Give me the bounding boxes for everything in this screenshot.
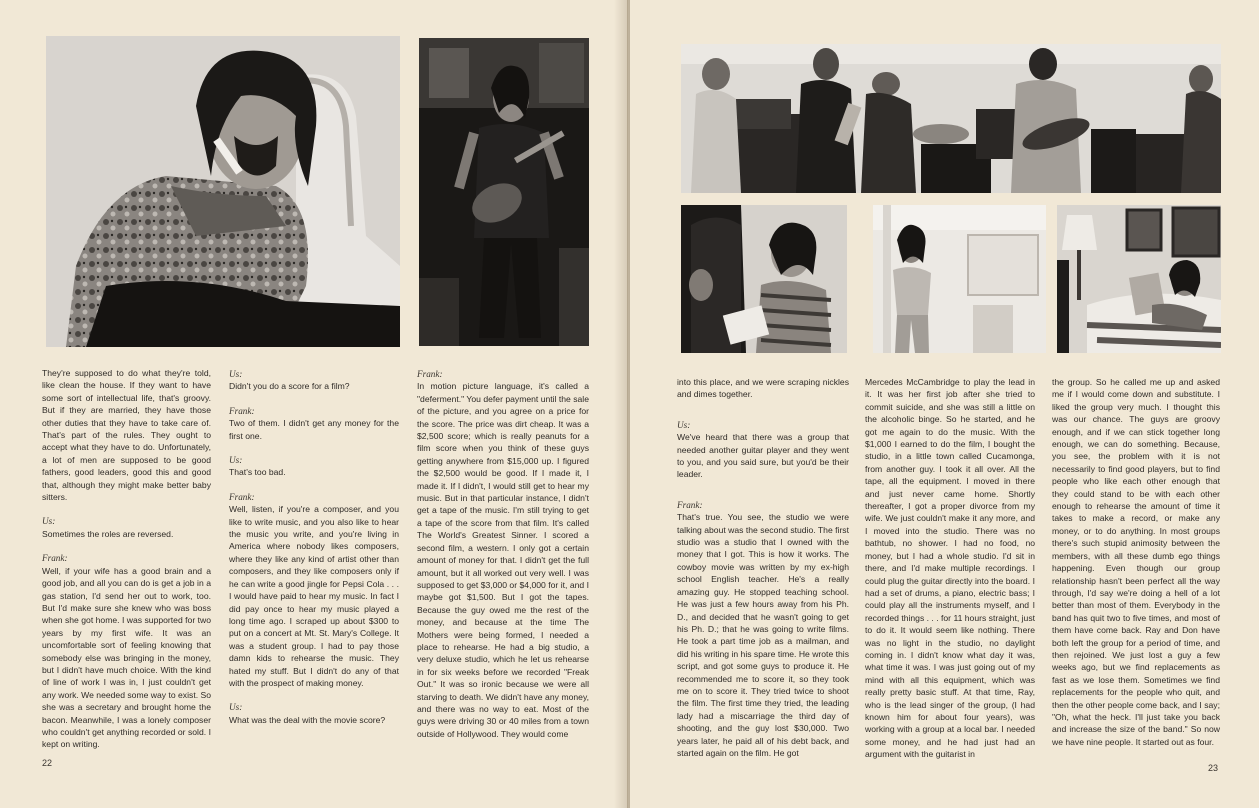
paragraph: Two of them. I didn't get any money for the first one. [229, 418, 399, 441]
right-column-1 [677, 376, 849, 759]
paragraph: Mercedes McCambridge to play the lead in it. It was her first job after she tried to commit suicide, and she was still a little on the alcoholic binge. So he started, and he got me again to do the music. With the $1,000 I earned to do the film, I bought the studio, in a little town called Cucamonga, from another guy. I took it all over. All the tape, all the equipment. I moved in there and just never came home. Shortly thereafter, I got a proper divorce from my wife. We just couldn't make it any more, and I moved into the studio. There was no bathtub, no shower. I had no food, no money, but I had a whole studio. I'd sit in there, and I'd make multiple recordings. I could plug the guitar directly into the board. I had a set of drums, a piano, electric bass; I could play all the instruments myself, and I recorded things . . . for 11 hours straight, just to do it. It would seem like nothing. There was no light in the studio, no daylight coming in. I didn't know what day it was, what time it was. I was just going out of my mind with all this equipment, which was really pretty basic stuff. At that time, Ray, who is the lead singer of the group, (I had known him for about four years), was working with a group at a local bar. I needed some money, and he had just had an argument with the guitarist in [865, 377, 1035, 760]
left-column-1 [42, 367, 211, 751]
left-column-3 [417, 368, 589, 740]
paragraph: Well, listen, if you're a composer, and you like to write music, and you also like to hear the music you write, and you're living in America where nobody likes composers, where they like any kind of artist other than composers, and they like composers only if he can write a good jingle for Pepsi Cola . . . I would have paid to hear my music. In fact I did pay once to hear my music played a long time ago. I scraped up about $300 to put on a concert at Mt. St. Mary's College. It was a student group. I had to pay those damn kids to rehearse the music. They hated my stuff. But I didn't do any of that with the prospect of making money. [229, 504, 399, 688]
speaker-label: Frank: [229, 491, 255, 502]
speaker-label: Us: [42, 516, 56, 527]
page-number: 23 [1208, 763, 1219, 773]
paragraph: In motion picture language, it's called a "deferment." You defer payment until the sale of the picture, and you agree on a price for the score. The price was dirt cheap. It was a $2,500 score; which is really peanuts for a film score when you think of these guys getting anywhere from $15,000 up. I figured the $2,500 would be good. If I made it, I made it. If I didn't, I would still get to hear my music. But in that particular instance, I didn't get a tape of the music. I'm still trying to get a tape of the score from that film. It's called The World's Greatest Sinner. I scored a second film, a western. I only got a certain amount of money for that. I didn't get the full amount, but it all worked out very well. I was supposed to get $3,000 or $4,000 for it, and I maybe got $1,500. But I got the tapes. Because the guy owed me the rest of the money, and because at the time The Mothers were being formed, I needed a place to rehearse. He had a big studio, a very deluxe studio, which he let us rehearse in for six weeks before we recorded "Freak Out." It was so ironic because we were all starving to death. We didn't have any money, and there was no way to eat. Most of the guys were driving 30 or 40 miles from a town outside of Hollywood. They would come [417, 381, 589, 739]
right-column-2 [865, 376, 1035, 761]
paragraph: That's too bad. [229, 467, 286, 478]
portrait-photo [46, 36, 400, 347]
bed-reading-photo [1057, 205, 1221, 353]
speaker-label: Frank: [229, 405, 255, 416]
paragraph: What was the deal with the movie score? [229, 714, 386, 725]
standing-room-photo [873, 205, 1046, 353]
paragraph: into this place, and we were scraping nickles and dimes together. [677, 377, 849, 400]
band-stage-photo [681, 44, 1221, 193]
speaker-label: Us: [229, 455, 243, 466]
paragraph: Sometimes the roles are reversed. [42, 528, 174, 539]
speaker-label: Us: [229, 369, 243, 379]
speaker-label: Us: [229, 702, 243, 713]
right-page [630, 0, 1259, 808]
speaker-label: Frank: [677, 499, 703, 510]
speaker-label: Frank: [417, 369, 443, 379]
paragraph: We've heard that there was a group that needed another guitar player and they went to you, and you said sure, but you'd be their leader. [677, 432, 849, 480]
speaker-label: Us: [677, 419, 691, 430]
right-column-3 [1052, 376, 1220, 748]
paragraph: the group. So he called me up and asked me if I would come down and substitute. I liked the group very much. I thought this was our chance. The guys are groovy enough, and if we can stick together long enough, we can do something. Because, you see, the problem with it is not necessarily to find good players, but to find people who like each other enough that they could stand to be with each other enough to rehearse the amount of time it takes to make a record, or make any money, or to do anything. In most groups there's such stupid animosity between the members, with all these dumb ego things happening. Even though our group relationship hasn't been perfect all the way through, I'd say we're doing a hell of a lot better than most of them. Everybody in the band has quit two to five times, and most of them have come back. Ray and Don have both left the group for a period of time, and then rejoined. We just lost a guy a few weeks ago, but we find replacements as fast as we lose them. Sometimes we find replacements for the people who quit, and then the other people come back, and I say; "Oh, what the heck. I'll just take you back and increase the size of the band." So now we have nine people. It started out as four. [1052, 377, 1220, 747]
left-page [0, 0, 628, 808]
guitar-performance-photo [419, 38, 589, 346]
page-number: 22 [42, 758, 53, 768]
paragraph: Well, if your wife has a good brain and a good job, and all you can do is get a job in a gas station, I'd send her out to work, too. But I'd make sure she knew who was boss when she got home. I was supported for two years by my first wife. It was an uncomfortable sort of feeling knowing that somebody else was bringing in the money, but I didn't have much choice. With the kind of line of work I was in, I just couldn't get any work. We needed some way to exist. So she was a secretary and brought home the bacon. Meanwhile, I was a lonely composer who couldn't get anything recorded or sold. I kept on writing. [42, 565, 211, 750]
chair-reading-photo [681, 205, 847, 353]
left-column-2 [229, 368, 399, 726]
paragraph: Didn't you do a score for a film? [229, 381, 350, 392]
paragraph: That's true. You see, the studio we were talking about was the second studio. The first studio was a studio that I owned with the money that I got. This is how it works. The cowboy movie was written by my ex-high school English teacher. He's a really amazing guy. He stopped teaching school. He was just a few hours away from his Ph. D., and decided that he wasn't going to get his Ph. D.; that he was going to write films. He took a part time job as a mailman, and did his writing in his spare time. He wrote this script, and got some guys to produce it. He recommended me to score it, so they took me on to score it. They tried twice to shoot the film. The first time they tried, the leading lady had a miscarriage the third day of shooting, and the guy lost $30,000. Two years later, he paid all of his debt back, and started again on the film. He got [677, 512, 849, 758]
speaker-label: Frank: [42, 553, 68, 564]
paragraph: They're supposed to do what they're told, like clean the house. If they want to have some sort of intellectual life, that's groovy. But if they are married, they have those other duties that they have to take care of. That's part of the rules. They ought to accept what they have to do. Unfortunately, a lot of men are supposed to be good fathers, good leaders, good this and good that, although they might make better baby sitters. [42, 368, 211, 503]
